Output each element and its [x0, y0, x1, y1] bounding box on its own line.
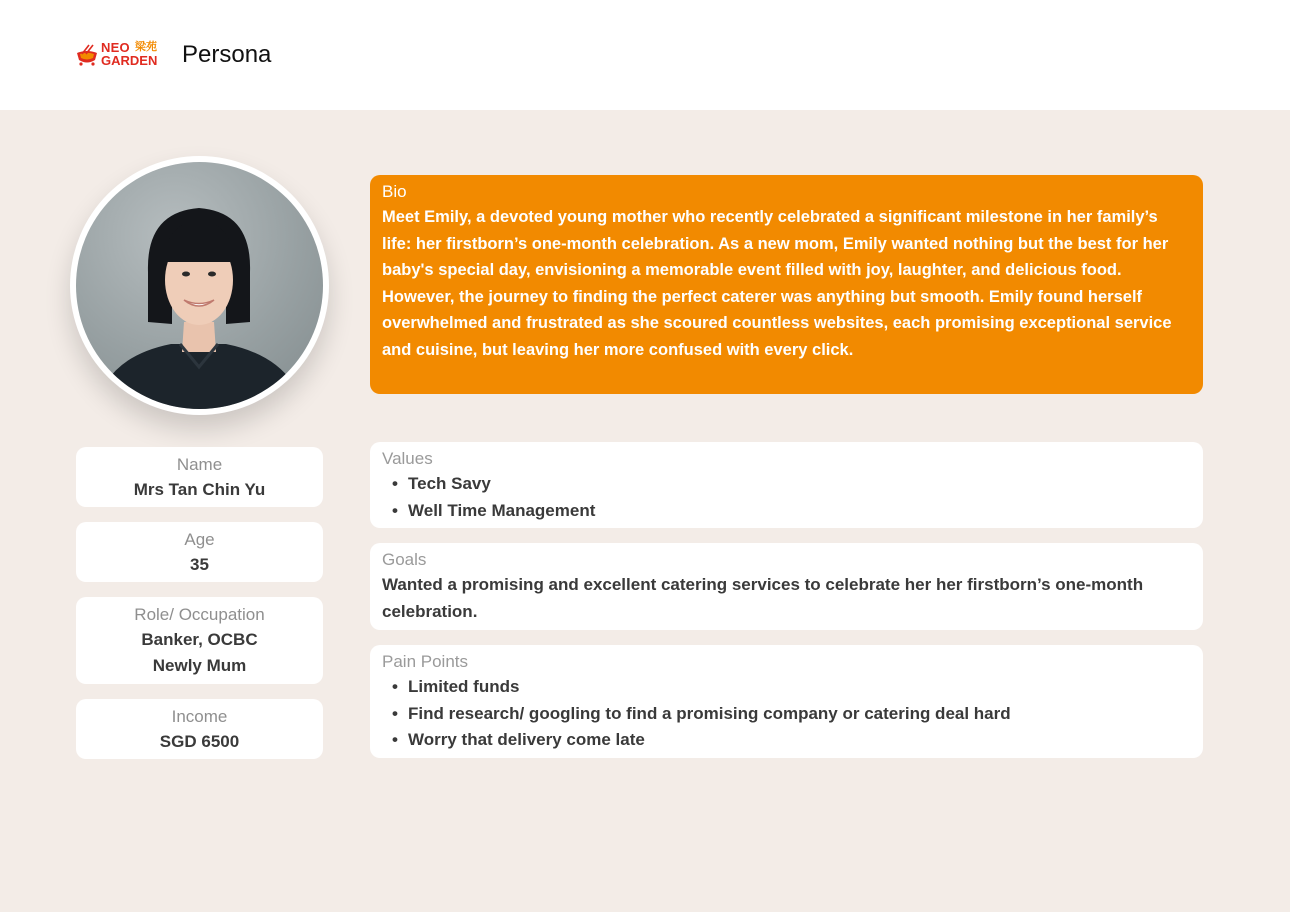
- avatar: [76, 162, 323, 409]
- income-label: Income: [171, 707, 228, 726]
- age-label: Age: [184, 530, 215, 549]
- header: [0, 0, 1290, 110]
- bowl-logo-icon: [75, 43, 99, 67]
- goals-text: Wanted a promising and excellent catering services to celebrate her her firstborn’s one-month celebration.: [382, 575, 1144, 621]
- income-value: SGD 6500: [159, 732, 240, 751]
- pain-points-list: [382, 674, 1191, 754]
- values-card: [370, 442, 1203, 528]
- list-item: • Well Time Management: [392, 498, 1191, 525]
- occupation-value: Banker, OCBC: [141, 630, 258, 649]
- age-value: 35: [190, 555, 209, 574]
- values-list: [382, 471, 1191, 524]
- pain-points-label: Pain Points: [382, 652, 468, 671]
- age-card: [76, 522, 323, 582]
- name-label: Name: [176, 455, 223, 474]
- bio-label: Bio: [382, 182, 407, 201]
- page-title: Persona: [182, 41, 272, 68]
- bio-card: [370, 175, 1203, 394]
- list-item: • Limited funds: [392, 674, 1191, 701]
- persona-portrait: [76, 162, 323, 409]
- logo-text-neo: NEO: [101, 40, 130, 55]
- list-item: • Find research/ googling to find a promising company or catering deal hard: [392, 701, 1191, 728]
- goals-card: [370, 543, 1203, 630]
- list-item: • Tech Savy: [392, 471, 1191, 498]
- occupation-value: Newly Mum: [152, 656, 247, 675]
- pain-points-card: [370, 645, 1203, 758]
- list-item: • Worry that delivery come late: [392, 727, 1191, 754]
- bio-text: Meet Emily, a devoted young mother who recently celebrated a significant milestone in her family’s life: her firstborn’s one-month celebration. As a new mom, Emily wanted nothing but the best for her baby's special day, envisioning a memorable event filled with joy, laughter, and delicious food. However, the journey to finding the perfect caterer was anything but smooth. Emily found herself overwhelmed and frustrated as she scoured countless websites, each promising exceptional service and cuisine, but leaving her more confused with every click.: [382, 208, 1172, 359]
- goals-label: Goals: [382, 550, 427, 569]
- logo-text-garden: GARDEN: [101, 53, 158, 68]
- logo-text-chinese: 梁苑: [135, 41, 157, 53]
- values-label: Values: [382, 449, 433, 468]
- name-card: [76, 447, 323, 507]
- name-value: Mrs Tan Chin Yu: [133, 480, 266, 499]
- neo-garden-logo[interactable]: [75, 41, 161, 69]
- avatar-frame: [70, 156, 329, 415]
- occupation-card: [76, 597, 323, 684]
- occupation-label: Role/ Occupation: [134, 605, 265, 624]
- income-card: [76, 699, 323, 759]
